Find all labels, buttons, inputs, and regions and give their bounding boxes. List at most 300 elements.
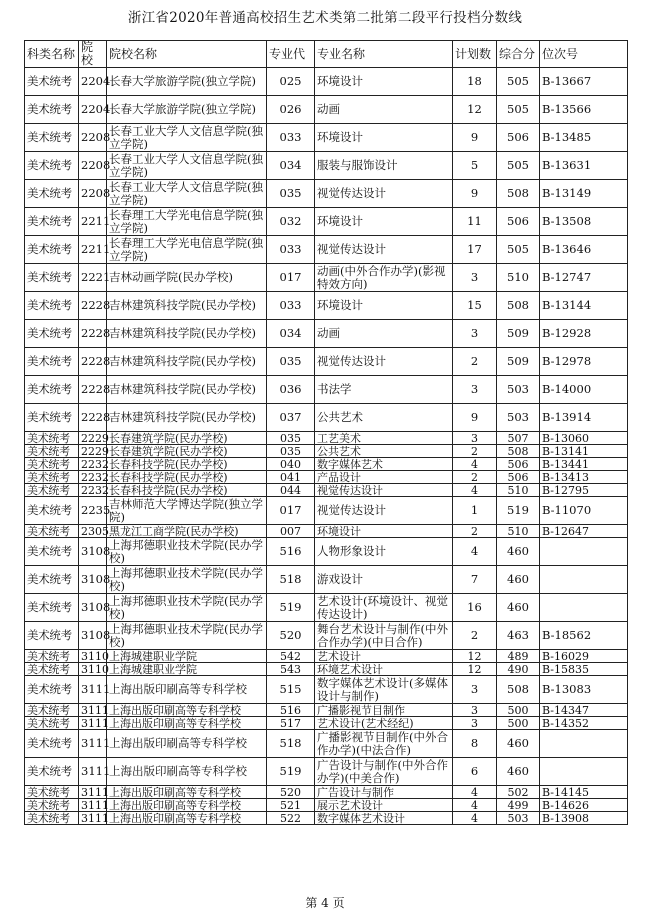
major-code-cell: 035 xyxy=(267,180,315,208)
major-name-cell: 艺术设计 xyxy=(315,650,453,663)
table-row xyxy=(25,676,628,704)
category-cell: 美术统考 xyxy=(25,622,79,650)
plan-count-cell: 7 xyxy=(453,566,497,594)
score-cell: 507 xyxy=(497,432,540,445)
rank-cell: B-13144 xyxy=(540,292,628,320)
major-name-cell: 游戏设计 xyxy=(315,566,453,594)
plan-count-cell: 16 xyxy=(453,594,497,622)
category-cell: 美术统考 xyxy=(25,484,79,497)
major-name-cell: 艺术设计(艺术经纪) xyxy=(315,717,453,730)
school-code-cell: 2229 xyxy=(79,432,107,445)
plan-count-cell: 6 xyxy=(453,758,497,786)
table-row xyxy=(25,663,628,676)
rank-cell: B-12747 xyxy=(540,264,628,292)
major-name-cell: 动画 xyxy=(315,320,453,348)
rank-cell: B-13485 xyxy=(540,124,628,152)
school-name-cell: 吉林动画学院(民办学校) xyxy=(107,264,267,292)
major-code-cell: 542 xyxy=(267,650,315,663)
plan-count-cell: 2 xyxy=(453,471,497,484)
plan-count-cell: 4 xyxy=(453,799,497,812)
major-code-cell: 007 xyxy=(267,525,315,538)
school-name-cell: 上海出版印刷高等专科学校 xyxy=(107,758,267,786)
major-name-cell: 广告设计与制作(中外合作办学)(中美合作) xyxy=(315,758,453,786)
school-name-cell: 上海城建职业学院 xyxy=(107,663,267,676)
school-code-cell: 2228 xyxy=(79,292,107,320)
score-cell: 510 xyxy=(497,484,540,497)
category-cell: 美术统考 xyxy=(25,96,79,124)
major-name-cell: 环境设计 xyxy=(315,124,453,152)
school-name-cell: 吉林师范大学博达学院(独立学院) xyxy=(107,497,267,525)
school-name-cell: 吉林建筑科技学院(民办学校) xyxy=(107,404,267,432)
plan-count-cell: 9 xyxy=(453,124,497,152)
table-row xyxy=(25,180,628,208)
score-cell: 505 xyxy=(497,68,540,96)
major-code-cell: 025 xyxy=(267,68,315,96)
plan-count-cell: 3 xyxy=(453,704,497,717)
school-name-cell: 上海邦德职业技术学院(民办学校) xyxy=(107,594,267,622)
rank-cell: B-14347 xyxy=(540,704,628,717)
category-cell: 美术统考 xyxy=(25,208,79,236)
plan-count-cell: 4 xyxy=(453,484,497,497)
school-code-cell: 3108 xyxy=(79,538,107,566)
major-code-cell: 036 xyxy=(267,376,315,404)
rank-cell: B-12647 xyxy=(540,525,628,538)
school-code-cell: 3108 xyxy=(79,622,107,650)
major-name-cell: 环境设计 xyxy=(315,68,453,96)
score-cell: 508 xyxy=(497,292,540,320)
major-code-cell: 516 xyxy=(267,538,315,566)
category-cell: 美术统考 xyxy=(25,445,79,458)
plan-count-cell: 9 xyxy=(453,180,497,208)
score-cell: 500 xyxy=(497,717,540,730)
major-name-cell: 广告设计与制作 xyxy=(315,786,453,799)
category-cell: 美术统考 xyxy=(25,758,79,786)
page-title: 浙江省2020年普通高校招生艺术类第二批第二段平行投档分数线 xyxy=(127,10,523,26)
major-code-cell: 033 xyxy=(267,236,315,264)
rank-cell: B-13914 xyxy=(540,404,628,432)
score-cell: 508 xyxy=(497,180,540,208)
category-cell: 美术统考 xyxy=(25,525,79,538)
rank-cell: B-13631 xyxy=(540,152,628,180)
table-row xyxy=(25,650,628,663)
score-cell: 463 xyxy=(497,622,540,650)
major-name-cell: 视觉传达设计 xyxy=(315,348,453,376)
major-code-cell: 521 xyxy=(267,799,315,812)
major-name-cell: 环境设计 xyxy=(315,525,453,538)
table-row xyxy=(25,458,628,471)
school-name-cell: 上海城建职业学院 xyxy=(107,650,267,663)
school-code-cell: 2228 xyxy=(79,320,107,348)
school-name-cell: 吉林建筑科技学院(民办学校) xyxy=(107,348,267,376)
plan-count-cell: 3 xyxy=(453,264,497,292)
header-school-code: 院校 xyxy=(79,41,107,68)
school-name-cell: 吉林建筑科技学院(民办学校) xyxy=(107,320,267,348)
rank-cell: B-11070 xyxy=(540,497,628,525)
table-body xyxy=(25,68,628,825)
category-cell: 美术统考 xyxy=(25,786,79,799)
category-cell: 美术统考 xyxy=(25,566,79,594)
school-code-cell: 2204 xyxy=(79,96,107,124)
rank-cell: B-13141 xyxy=(540,445,628,458)
table-row xyxy=(25,445,628,458)
score-cell: 505 xyxy=(497,236,540,264)
school-code-cell: 3111 xyxy=(79,786,107,799)
category-cell: 美术统考 xyxy=(25,663,79,676)
plan-count-cell: 4 xyxy=(453,812,497,825)
school-code-cell: 3111 xyxy=(79,758,107,786)
school-code-cell: 3108 xyxy=(79,594,107,622)
table-row xyxy=(25,68,628,96)
category-cell: 美术统考 xyxy=(25,236,79,264)
rank-cell: B-13667 xyxy=(540,68,628,96)
rank-cell: B-13149 xyxy=(540,180,628,208)
school-name-cell: 上海出版印刷高等专科学校 xyxy=(107,717,267,730)
header-rank: 位次号 xyxy=(540,41,628,68)
school-code-cell: 2211 xyxy=(79,208,107,236)
major-name-cell: 艺术设计(环境设计、视觉传达设计) xyxy=(315,594,453,622)
rank-cell: B-12795 xyxy=(540,484,628,497)
school-code-cell: 3108 xyxy=(79,566,107,594)
rank-cell: B-18562 xyxy=(540,622,628,650)
plan-count-cell: 3 xyxy=(453,320,497,348)
score-cell: 500 xyxy=(497,704,540,717)
table-row xyxy=(25,292,628,320)
score-cell: 460 xyxy=(497,730,540,758)
plan-count-cell: 1 xyxy=(453,497,497,525)
score-cell: 519 xyxy=(497,497,540,525)
major-name-cell: 动画(中外合作办学)(影视特效方向) xyxy=(315,264,453,292)
major-code-cell: 017 xyxy=(267,497,315,525)
score-cell: 510 xyxy=(497,525,540,538)
plan-count-cell: 8 xyxy=(453,730,497,758)
school-name-cell: 上海出版印刷高等专科学校 xyxy=(107,676,267,704)
rank-cell xyxy=(540,594,628,622)
school-code-cell: 3111 xyxy=(79,730,107,758)
score-cell: 505 xyxy=(497,96,540,124)
school-code-cell: 2305 xyxy=(79,525,107,538)
major-name-cell: 舞台艺术设计与制作(中外合作办学)(中日合作) xyxy=(315,622,453,650)
table-row xyxy=(25,497,628,525)
category-cell: 美术统考 xyxy=(25,717,79,730)
school-code-cell: 3111 xyxy=(79,717,107,730)
school-name-cell: 上海出版印刷高等专科学校 xyxy=(107,812,267,825)
school-name-cell: 上海出版印刷高等专科学校 xyxy=(107,704,267,717)
header-school-name: 院校名称 xyxy=(107,41,267,68)
table-row xyxy=(25,124,628,152)
school-name-cell: 上海邦德职业技术学院(民办学校) xyxy=(107,622,267,650)
school-name-cell: 上海邦德职业技术学院(民办学校) xyxy=(107,566,267,594)
category-cell: 美术统考 xyxy=(25,594,79,622)
school-code-cell: 2211 xyxy=(79,236,107,264)
table-row xyxy=(25,812,628,825)
major-name-cell: 环境设计 xyxy=(315,208,453,236)
plan-count-cell: 2 xyxy=(453,622,497,650)
category-cell: 美术统考 xyxy=(25,264,79,292)
major-code-cell: 026 xyxy=(267,96,315,124)
school-code-cell: 3111 xyxy=(79,704,107,717)
table-row xyxy=(25,236,628,264)
rank-cell: B-13060 xyxy=(540,432,628,445)
table-row xyxy=(25,471,628,484)
table-row xyxy=(25,758,628,786)
category-cell: 美术统考 xyxy=(25,432,79,445)
category-cell: 美术统考 xyxy=(25,704,79,717)
major-code-cell: 035 xyxy=(267,445,315,458)
major-code-cell: 516 xyxy=(267,704,315,717)
rank-cell xyxy=(540,538,628,566)
category-cell: 美术统考 xyxy=(25,180,79,208)
major-code-cell: 543 xyxy=(267,663,315,676)
category-cell: 美术统考 xyxy=(25,124,79,152)
header-category: 科类名称 xyxy=(25,41,79,68)
score-cell: 509 xyxy=(497,320,540,348)
school-name-cell: 长春理工大学光电信息学院(独立学院) xyxy=(107,208,267,236)
table-row xyxy=(25,538,628,566)
rank-cell xyxy=(540,758,628,786)
plan-count-cell: 3 xyxy=(453,432,497,445)
header-major-code: 专业代 xyxy=(267,41,315,68)
admission-score-table xyxy=(24,40,628,825)
school-code-cell: 3111 xyxy=(79,676,107,704)
school-name-cell: 吉林建筑科技学院(民办学校) xyxy=(107,292,267,320)
table-row xyxy=(25,208,628,236)
plan-count-cell: 4 xyxy=(453,786,497,799)
score-cell: 499 xyxy=(497,799,540,812)
header-major-name: 专业名称 xyxy=(315,41,453,68)
school-code-cell: 2229 xyxy=(79,445,107,458)
school-name-cell: 长春建筑学院(民办学校) xyxy=(107,432,267,445)
school-code-cell: 2208 xyxy=(79,152,107,180)
rank-cell: B-13566 xyxy=(540,96,628,124)
major-code-cell: 034 xyxy=(267,320,315,348)
major-name-cell: 工艺美术 xyxy=(315,432,453,445)
major-name-cell: 公共艺术 xyxy=(315,404,453,432)
score-cell: 506 xyxy=(497,471,540,484)
school-code-cell: 2228 xyxy=(79,404,107,432)
score-cell: 460 xyxy=(497,758,540,786)
major-code-cell: 037 xyxy=(267,404,315,432)
category-cell: 美术统考 xyxy=(25,650,79,663)
school-code-cell: 3110 xyxy=(79,663,107,676)
major-code-cell: 515 xyxy=(267,676,315,704)
school-code-cell: 2221 xyxy=(79,264,107,292)
major-name-cell: 服装与服饰设计 xyxy=(315,152,453,180)
category-cell: 美术统考 xyxy=(25,676,79,704)
school-code-cell: 2232 xyxy=(79,484,107,497)
major-name-cell: 广播影视节目制作 xyxy=(315,704,453,717)
major-code-cell: 518 xyxy=(267,566,315,594)
school-code-cell: 3111 xyxy=(79,812,107,825)
major-name-cell: 广播影视节目制作(中外合作办学)(中法合作) xyxy=(315,730,453,758)
school-name-cell: 长春工业大学人文信息学院(独立学院) xyxy=(107,152,267,180)
table-row xyxy=(25,786,628,799)
plan-count-cell: 4 xyxy=(453,458,497,471)
major-code-cell: 520 xyxy=(267,786,315,799)
major-code-cell: 035 xyxy=(267,348,315,376)
school-name-cell: 长春工业大学人文信息学院(独立学院) xyxy=(107,180,267,208)
table-row xyxy=(25,320,628,348)
school-name-cell: 上海出版印刷高等专科学校 xyxy=(107,799,267,812)
header-score: 综合分 xyxy=(497,41,540,68)
major-code-cell: 041 xyxy=(267,471,315,484)
major-name-cell: 动画 xyxy=(315,96,453,124)
major-name-cell: 展示艺术设计 xyxy=(315,799,453,812)
school-code-cell: 2208 xyxy=(79,124,107,152)
plan-count-cell: 15 xyxy=(453,292,497,320)
rank-cell: B-13646 xyxy=(540,236,628,264)
category-cell: 美术统考 xyxy=(25,812,79,825)
plan-count-cell: 5 xyxy=(453,152,497,180)
table-row xyxy=(25,96,628,124)
table-row xyxy=(25,717,628,730)
plan-count-cell: 9 xyxy=(453,404,497,432)
plan-count-cell: 2 xyxy=(453,445,497,458)
table-row xyxy=(25,799,628,812)
table-row xyxy=(25,730,628,758)
major-name-cell: 环境设计 xyxy=(315,292,453,320)
score-cell: 460 xyxy=(497,538,540,566)
rank-cell: B-13441 xyxy=(540,458,628,471)
table-row xyxy=(25,376,628,404)
score-cell: 503 xyxy=(497,812,540,825)
major-name-cell: 视觉传达设计 xyxy=(315,236,453,264)
rank-cell xyxy=(540,730,628,758)
category-cell: 美术统考 xyxy=(25,348,79,376)
rank-cell: B-13413 xyxy=(540,471,628,484)
school-name-cell: 长春建筑学院(民办学校) xyxy=(107,445,267,458)
rank-cell: B-13083 xyxy=(540,676,628,704)
category-cell: 美术统考 xyxy=(25,799,79,812)
plan-count-cell: 2 xyxy=(453,525,497,538)
major-code-cell: 033 xyxy=(267,292,315,320)
plan-count-cell: 3 xyxy=(453,676,497,704)
school-code-cell: 2235 xyxy=(79,497,107,525)
school-name-cell: 长春科技学院(民办学校) xyxy=(107,471,267,484)
rank-cell: B-12978 xyxy=(540,348,628,376)
plan-count-cell: 12 xyxy=(453,650,497,663)
school-code-cell: 2204 xyxy=(79,68,107,96)
major-code-cell: 034 xyxy=(267,152,315,180)
school-code-cell: 2228 xyxy=(79,376,107,404)
score-cell: 506 xyxy=(497,458,540,471)
school-name-cell: 长春大学旅游学院(独立学院) xyxy=(107,96,267,124)
score-cell: 508 xyxy=(497,676,540,704)
school-name-cell: 长春工业大学人文信息学院(独立学院) xyxy=(107,124,267,152)
table-row xyxy=(25,484,628,497)
major-name-cell: 视觉传达设计 xyxy=(315,180,453,208)
score-cell: 460 xyxy=(497,566,540,594)
major-code-cell: 522 xyxy=(267,812,315,825)
major-name-cell: 数字媒体艺术设计 xyxy=(315,812,453,825)
category-cell: 美术统考 xyxy=(25,320,79,348)
plan-count-cell: 3 xyxy=(453,376,497,404)
school-name-cell: 上海邦德职业技术学院(民办学校) xyxy=(107,538,267,566)
rank-cell xyxy=(540,566,628,594)
score-cell: 508 xyxy=(497,445,540,458)
category-cell: 美术统考 xyxy=(25,497,79,525)
plan-count-cell: 2 xyxy=(453,348,497,376)
major-code-cell: 517 xyxy=(267,717,315,730)
table-row xyxy=(25,525,628,538)
school-name-cell: 长春科技学院(民办学校) xyxy=(107,484,267,497)
rank-cell: B-13508 xyxy=(540,208,628,236)
plan-count-cell: 12 xyxy=(453,96,497,124)
major-name-cell: 视觉传达设计 xyxy=(315,497,453,525)
score-cell: 510 xyxy=(497,264,540,292)
score-cell: 505 xyxy=(497,152,540,180)
score-cell: 503 xyxy=(497,376,540,404)
score-cell: 489 xyxy=(497,650,540,663)
category-cell: 美术统考 xyxy=(25,376,79,404)
major-code-cell: 035 xyxy=(267,432,315,445)
plan-count-cell: 12 xyxy=(453,663,497,676)
school-code-cell: 2232 xyxy=(79,458,107,471)
plan-count-cell: 3 xyxy=(453,717,497,730)
score-cell: 502 xyxy=(497,786,540,799)
category-cell: 美术统考 xyxy=(25,730,79,758)
major-name-cell: 书法学 xyxy=(315,376,453,404)
school-name-cell: 上海出版印刷高等专科学校 xyxy=(107,786,267,799)
major-code-cell: 032 xyxy=(267,208,315,236)
category-cell: 美术统考 xyxy=(25,471,79,484)
major-code-cell: 033 xyxy=(267,124,315,152)
category-cell: 美术统考 xyxy=(25,292,79,320)
major-code-cell: 518 xyxy=(267,730,315,758)
category-cell: 美术统考 xyxy=(25,458,79,471)
major-code-cell: 017 xyxy=(267,264,315,292)
school-name-cell: 吉林建筑科技学院(民办学校) xyxy=(107,376,267,404)
rank-cell: B-15835 xyxy=(540,663,628,676)
table-row xyxy=(25,404,628,432)
header-plan-count: 计划数 xyxy=(453,41,497,68)
school-code-cell: 2232 xyxy=(79,471,107,484)
rank-cell: B-14626 xyxy=(540,799,628,812)
score-cell: 460 xyxy=(497,594,540,622)
category-cell: 美术统考 xyxy=(25,68,79,96)
table-row xyxy=(25,704,628,717)
category-cell: 美术统考 xyxy=(25,404,79,432)
major-name-cell: 数字媒体艺术 xyxy=(315,458,453,471)
major-code-cell: 040 xyxy=(267,458,315,471)
rank-cell: B-14352 xyxy=(540,717,628,730)
school-name-cell: 长春理工大学光电信息学院(独立学院) xyxy=(107,236,267,264)
school-name-cell: 上海出版印刷高等专科学校 xyxy=(107,730,267,758)
plan-count-cell: 11 xyxy=(453,208,497,236)
school-code-cell: 2208 xyxy=(79,180,107,208)
table-row xyxy=(25,622,628,650)
table-row xyxy=(25,432,628,445)
major-code-cell: 520 xyxy=(267,622,315,650)
rank-cell: B-14000 xyxy=(540,376,628,404)
major-name-cell: 人物形象设计 xyxy=(315,538,453,566)
school-name-cell: 黑龙江工商学院(民办学校) xyxy=(107,525,267,538)
school-code-cell: 3110 xyxy=(79,650,107,663)
rank-cell: B-14145 xyxy=(540,786,628,799)
school-name-cell: 长春大学旅游学院(独立学院) xyxy=(107,68,267,96)
major-name-cell: 环境艺术设计 xyxy=(315,663,453,676)
plan-count-cell: 17 xyxy=(453,236,497,264)
rank-cell: B-13908 xyxy=(540,812,628,825)
school-name-cell: 长春科技学院(民办学校) xyxy=(107,458,267,471)
major-code-cell: 519 xyxy=(267,594,315,622)
table-row xyxy=(25,594,628,622)
table-header-row xyxy=(25,41,628,68)
major-name-cell: 产品设计 xyxy=(315,471,453,484)
plan-count-cell: 18 xyxy=(453,68,497,96)
rank-cell: B-12928 xyxy=(540,320,628,348)
major-code-cell: 044 xyxy=(267,484,315,497)
table-row xyxy=(25,566,628,594)
